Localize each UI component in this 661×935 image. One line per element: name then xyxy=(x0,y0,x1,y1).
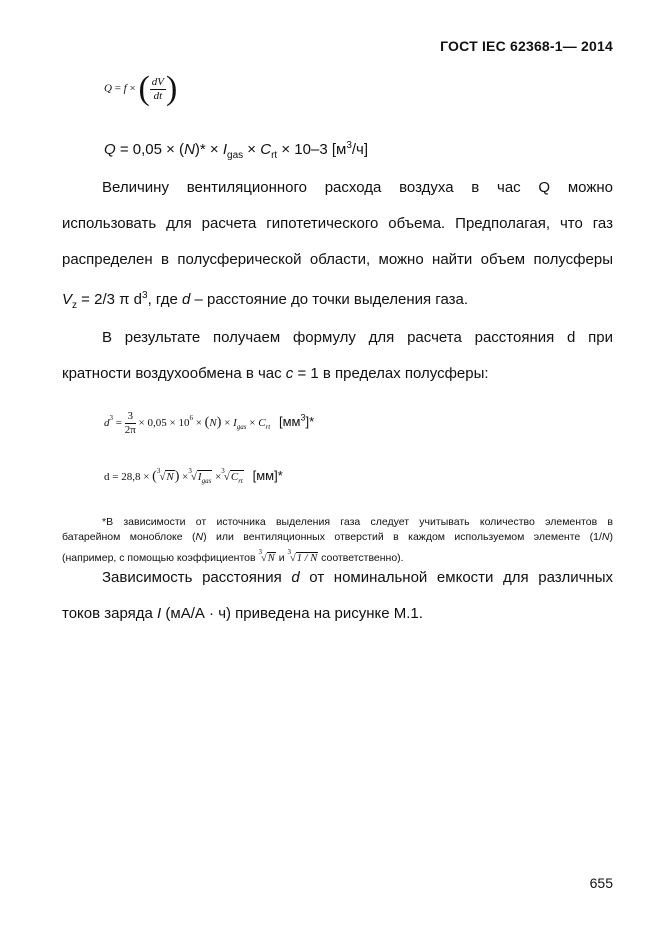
fraction-dv-dt: $\frac{dV}{dt}$ xyxy=(151,75,165,102)
paragraph-line: кратности воздухообмена в час c = 1 в пределах полусферы: xyxy=(62,365,489,382)
paragraph-line: $V_z = 2/3$ π $d^3$, где d – расстояние до точки выделения газа. xyxy=(62,290,469,311)
page-number: 655 xyxy=(589,875,613,891)
paragraph-line: токов заряда I (мА/А · ч) приведена на рисунке М.1. xyxy=(62,605,423,622)
formula-flow-rate: Q = f × ( $\frac{dV}{dt}$ ) xyxy=(104,70,178,107)
footnote xyxy=(62,515,613,566)
footnote-line: батарейном моноблоке (N) или вентиляционных отверстий в каждом используемом элементе (1/N) xyxy=(62,531,614,543)
fraction-3-over-2pi: $\frac{3}{2\pi}$ xyxy=(124,410,136,436)
formula-q-calculation: $Q = 0,05 \times (N)* \times I_{gas} \times C_{rt} \times 10-3$ $[м^3/ч]$ xyxy=(104,140,369,161)
paragraph-line: Величину вентиляционного расхода воздуха в час Q можно xyxy=(102,179,613,196)
footnote-line: *В зависимости от источника выделения газа следует учитывать количество элементов в xyxy=(102,516,613,528)
paragraph-line: В результате получаем формулу для расчета расстояния d при xyxy=(102,329,613,346)
footnote-line: (например, с помощью коэффициентов $^3$√N и $^3$√1 / N соответственно). xyxy=(62,548,404,564)
formula-d-value: $d = 28,8 \times (^3√N) \times^3√I_{gas} \times^3√C_{rt}$ [мм]* xyxy=(104,467,283,485)
paragraph-dependency xyxy=(62,560,613,632)
paragraph-line: использовать для расчета гипотетического объема. Предполагая, что газ xyxy=(62,215,613,232)
document-header: ГОСТ IEC 62368-1— 2014 xyxy=(440,38,613,54)
paragraph-result xyxy=(62,320,613,392)
paragraph-line: Зависимость расстояния d от номинальной емкости для различных xyxy=(102,569,613,586)
left-paren: ( xyxy=(138,70,150,107)
paragraph-ventilation xyxy=(62,170,613,314)
paragraph-line: распределен в полусферической области, можно найти объем полусферы xyxy=(62,251,613,268)
right-paren: ) xyxy=(166,70,178,107)
formula-d-cubed: $d^3$ = $\frac{3}{2\pi}$ × $0,05 \times 10^6 \times (N) \times I_{gas} \times C_{rt}$ $[мм^3]*$ xyxy=(104,410,315,436)
